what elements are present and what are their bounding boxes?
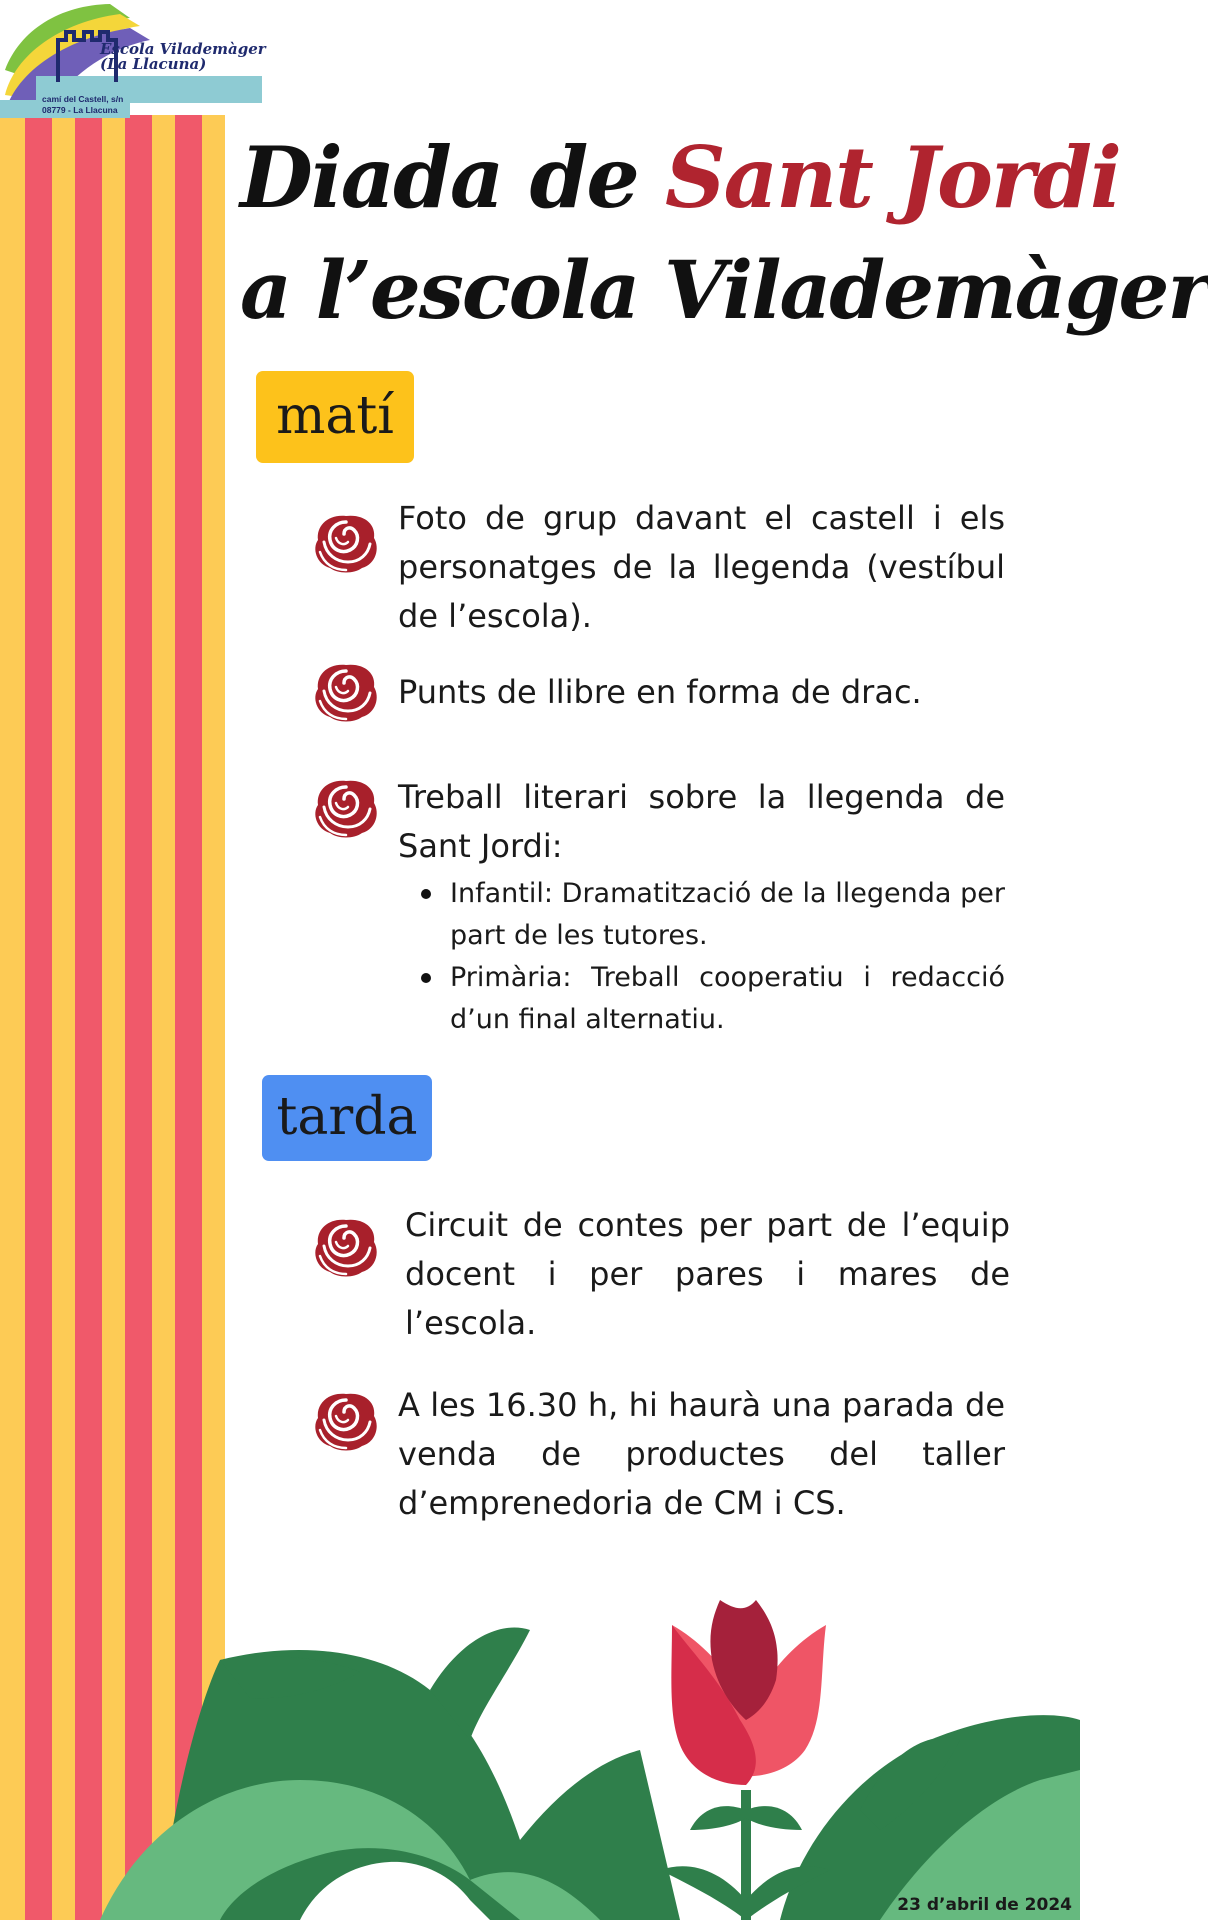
bullet [421,973,431,983]
rose-icon [308,1212,384,1282]
title-accent: Sant Jordi [665,128,1120,227]
mati-item-1: Foto de grup davant el castell i els personatges de la llegenda (vestíbul de l’escola). [398,499,1005,635]
mati-subitem-2: Primària: Treball cooperatiu i redacció d’un final alternatiu. [450,962,1005,1035]
tarda-item-2: A les 16.30 h, hi haurà una parada de venda de productes del taller d’emprenedoria de CM i CS. [398,1386,1005,1522]
mati-item-3: Treball literari sobre la llegenda de Sant Jordi: [398,778,1005,865]
title-prefix: Diada de [240,128,666,227]
footer-date: 23 d’abril de 2024 [897,1895,1072,1915]
rose-icon [308,1386,384,1456]
tarda-item-1: Circuit de contes per part de l’equip docent i per pares i mares de l’escola. [405,1206,1010,1342]
section-badge-mati: matí [256,371,414,463]
bullet [421,889,431,899]
tulip-illustration [0,1580,1080,1920]
school-logo [0,0,265,118]
page-title-line1 [240,128,1120,228]
rose-icon [308,508,384,578]
page-title-line2: a l’escola Vilademàger [240,243,1208,337]
rose-icon [308,657,384,727]
logo-address: camí del Castell, s/n 08779 - La Llacuna [42,94,124,115]
logo-school-name: Escola Vilademàger (La Llacuna) [100,40,266,73]
mati-item-2: Punts de llibre en forma de drac. [398,673,922,711]
mati-subitem-1: Infantil: Dramatització de la llegenda per part de les tutores. [450,878,1005,951]
section-badge-tarda: tarda [262,1075,432,1161]
rose-icon [308,773,384,843]
